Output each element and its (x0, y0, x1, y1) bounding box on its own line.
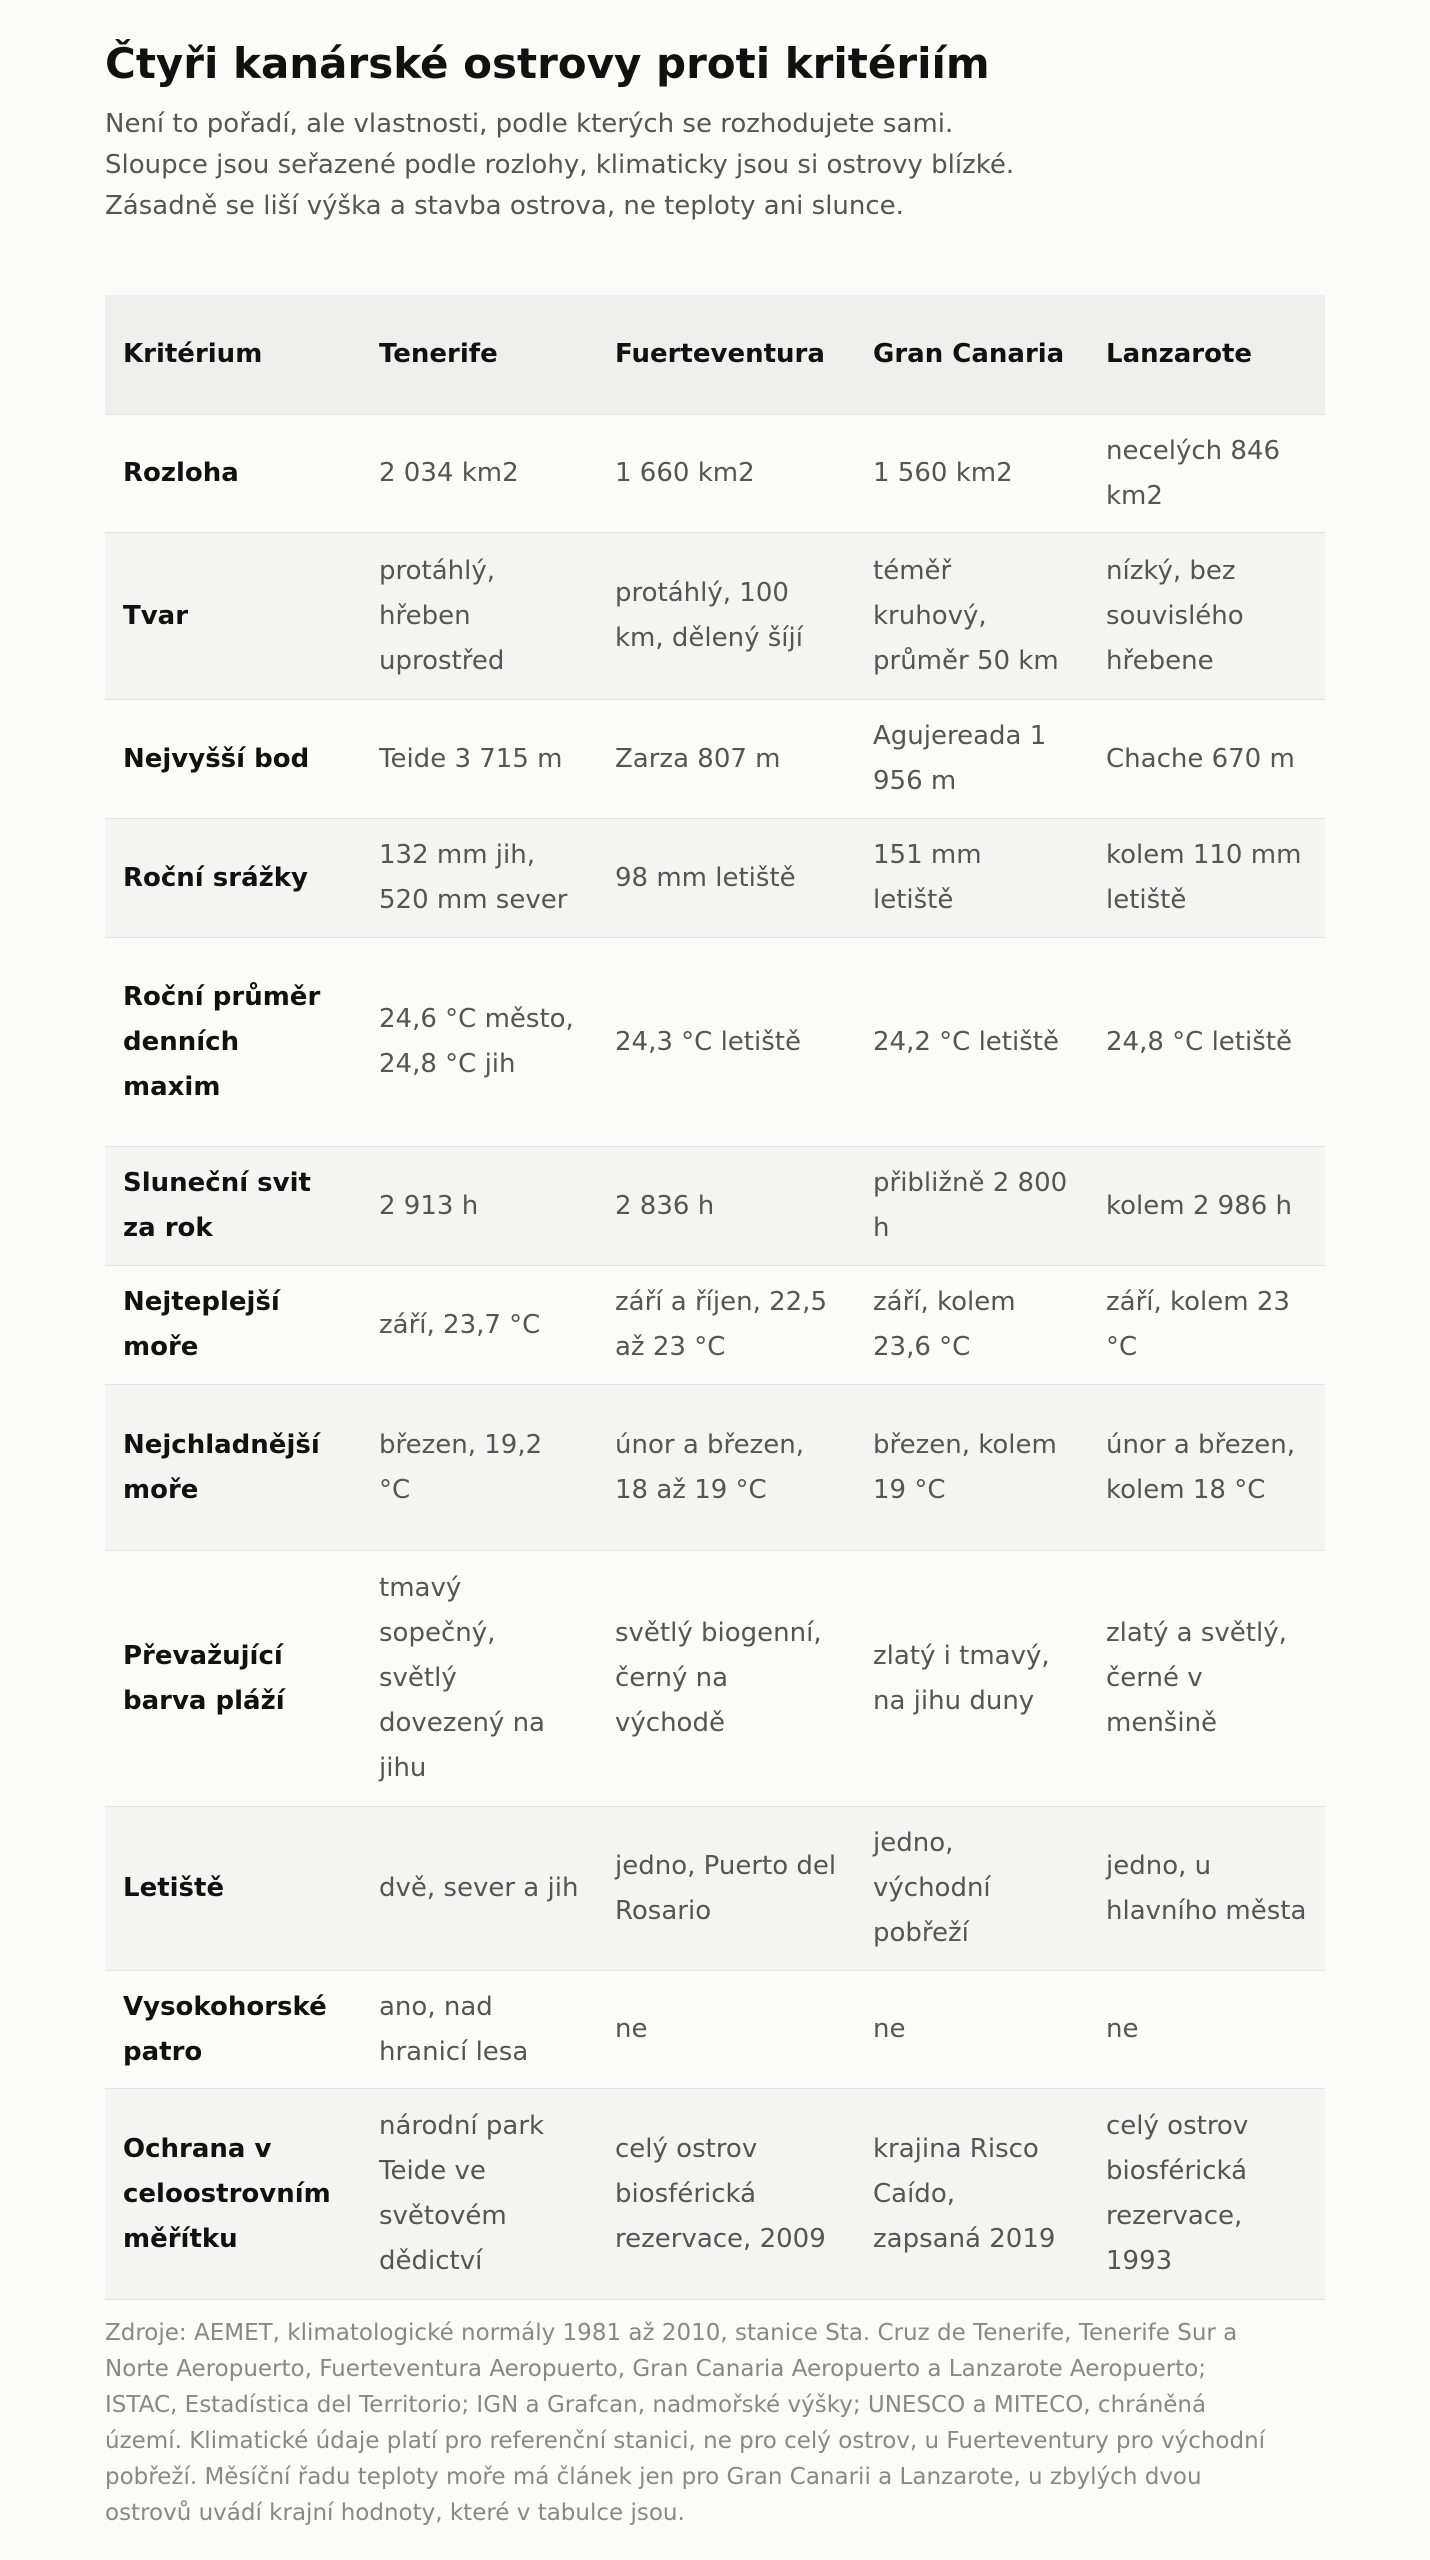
row-criterion: Tvar (105, 533, 361, 700)
column-header: Lanzarote (1088, 295, 1325, 415)
intro-line: Zásadně se liší výška a stavba ostrova, ne teploty ani slunce. (105, 191, 904, 221)
table-row (105, 700, 1325, 819)
table-cell: Teide 3 715 m (361, 700, 597, 819)
table-cell: 1 560 km2 (855, 415, 1088, 533)
table-cell: 1 660 km2 (597, 415, 855, 533)
table-cell: září a říjen, 22,5 až 23 °C (597, 1266, 855, 1385)
footnote-line: území. Klimatické údaje platí pro referenční stanici, ne pro celý ostrov, u Fuerteventury pro východní (105, 2428, 1266, 2454)
table-cell: 2 913 h (361, 1147, 597, 1266)
table-cell: kolem 110 mm letiště (1088, 819, 1325, 938)
table-cell: jedno, Puerto del Rosario (597, 1807, 855, 1971)
table-cell: tmavý sopečný, světlý dovezený na jihu (361, 1551, 597, 1807)
table-cell: zlatý a světlý, černé v menšině (1088, 1551, 1325, 1807)
intro-line: Sloupce jsou seřazené podle rozlohy, klimaticky jsou si ostrovy blízké. (105, 150, 1015, 180)
row-criterion: Roční srážky (105, 819, 361, 938)
row-criterion: Převažující barva pláží (105, 1551, 361, 1807)
table-header-row (105, 295, 1325, 415)
table-cell: březen, kolem 19 °C (855, 1385, 1088, 1551)
table-cell: 24,3 °C letiště (597, 938, 855, 1147)
table-row (105, 533, 1325, 700)
table-cell: únor a březen, kolem 18 °C (1088, 1385, 1325, 1551)
table-cell: ne (855, 1971, 1088, 2089)
table-cell: jedno, u hlavního města (1088, 1807, 1325, 1971)
table-row (105, 1147, 1325, 1266)
table-row (105, 1385, 1325, 1551)
column-header: Fuerteventura (597, 295, 855, 415)
table-cell: krajina Risco Caído, zapsaná 2019 (855, 2089, 1088, 2300)
table-row (105, 938, 1325, 1147)
intro-line: Není to pořadí, ale vlastnosti, podle kterých se rozhodujete sami. (105, 109, 954, 139)
table-row (105, 1266, 1325, 1385)
table-cell: 24,2 °C letiště (855, 938, 1088, 1147)
footnote-line: Norte Aeropuerto, Fuerteventura Aeropuerto, Gran Canaria Aeropuerto a Lanzarote Aeropuerto; (105, 2356, 1207, 2382)
table-cell: jedno, východní pobřeží (855, 1807, 1088, 1971)
table-row (105, 2089, 1325, 2300)
table-cell: dvě, sever a jih (361, 1807, 597, 1971)
comparison-table (105, 295, 1325, 2300)
table-row (105, 415, 1325, 533)
footnote-line: ostrovů uvádí krajní hodnoty, které v tabulce jsou. (105, 2500, 685, 2526)
table-cell: světlý biogenní, černý na východě (597, 1551, 855, 1807)
column-header: Kritérium (105, 295, 361, 415)
footnote-line: Zdroje: AEMET, klimatologické normály 1981 až 2010, stanice Sta. Cruz de Tenerife, Tenerife Sur a (105, 2320, 1238, 2346)
table-cell: protáhlý, 100 km, dělený šíjí (597, 533, 855, 700)
table-cell: září, 23,7 °C (361, 1266, 597, 1385)
sources-footnote (105, 2315, 1325, 2531)
page-title: Čtyři kanárské ostrovy proti kritériím (105, 39, 990, 88)
table-cell: Chache 670 m (1088, 700, 1325, 819)
table-cell: 151 mm letiště (855, 819, 1088, 938)
table-cell: ne (597, 1971, 855, 2089)
table-cell: ne (1088, 1971, 1325, 2089)
table-row (105, 819, 1325, 938)
table-cell: necelých 846 km2 (1088, 415, 1325, 533)
row-criterion: Nejchladnější moře (105, 1385, 361, 1551)
table-cell: 2 034 km2 (361, 415, 597, 533)
column-header: Tenerife (361, 295, 597, 415)
footnote-line: pobřeží. Měsíční řadu teploty moře má článek jen pro Gran Canarii a Lanzarote, u zbylých dvou (105, 2464, 1202, 2490)
table-cell: Zarza 807 m (597, 700, 855, 819)
table-body (105, 415, 1325, 2300)
table-cell: 24,8 °C letiště (1088, 938, 1325, 1147)
table-cell: Agujereada 1 956 m (855, 700, 1088, 819)
table-cell: celý ostrov biosférická rezervace, 2009 (597, 2089, 855, 2300)
row-criterion: Rozloha (105, 415, 361, 533)
row-criterion: Nejteplejší moře (105, 1266, 361, 1385)
row-criterion: Vysokohorské patro (105, 1971, 361, 2089)
table-cell: 2 836 h (597, 1147, 855, 1266)
table-cell: ano, nad hranicí lesa (361, 1971, 597, 2089)
table-cell: únor a březen, 18 až 19 °C (597, 1385, 855, 1551)
table-cell: nízký, bez souvislého hřebene (1088, 533, 1325, 700)
table-cell: březen, 19,2 °C (361, 1385, 597, 1551)
intro (105, 104, 1325, 227)
row-criterion: Sluneční svit za rok (105, 1147, 361, 1266)
row-criterion: Ochrana v celoostrovním měřítku (105, 2089, 361, 2300)
column-header: Gran Canaria (855, 295, 1088, 415)
table-cell: září, kolem 23 °C (1088, 1266, 1325, 1385)
table-cell: přibližně 2 800 h (855, 1147, 1088, 1266)
table-row (105, 1807, 1325, 1971)
table-cell: protáhlý, hřeben uprostřed (361, 533, 597, 700)
table-row (105, 1551, 1325, 1807)
row-criterion: Roční průměr denních maxim (105, 938, 361, 1147)
table-cell: září, kolem 23,6 °C (855, 1266, 1088, 1385)
row-criterion: Letiště (105, 1807, 361, 1971)
table-cell: 24,6 °C město, 24,8 °C jih (361, 938, 597, 1147)
table-cell: 98 mm letiště (597, 819, 855, 938)
table-cell: celý ostrov biosférická rezervace, 1993 (1088, 2089, 1325, 2300)
table-cell: národní park Teide ve světovém dědictví (361, 2089, 597, 2300)
table-cell: téměř kruhový, průměr 50 km (855, 533, 1088, 700)
table-cell: zlatý i tmavý, na jihu duny (855, 1551, 1088, 1807)
table-row (105, 1971, 1325, 2089)
footnote-line: ISTAC, Estadística del Territorio; IGN a Grafcan, nadmořské výšky; UNESCO a MITECO, chráněná (105, 2392, 1207, 2418)
row-criterion: Nejvyšší bod (105, 700, 361, 819)
table-cell: kolem 2 986 h (1088, 1147, 1325, 1266)
table-cell: 132 mm jih, 520 mm sever (361, 819, 597, 938)
